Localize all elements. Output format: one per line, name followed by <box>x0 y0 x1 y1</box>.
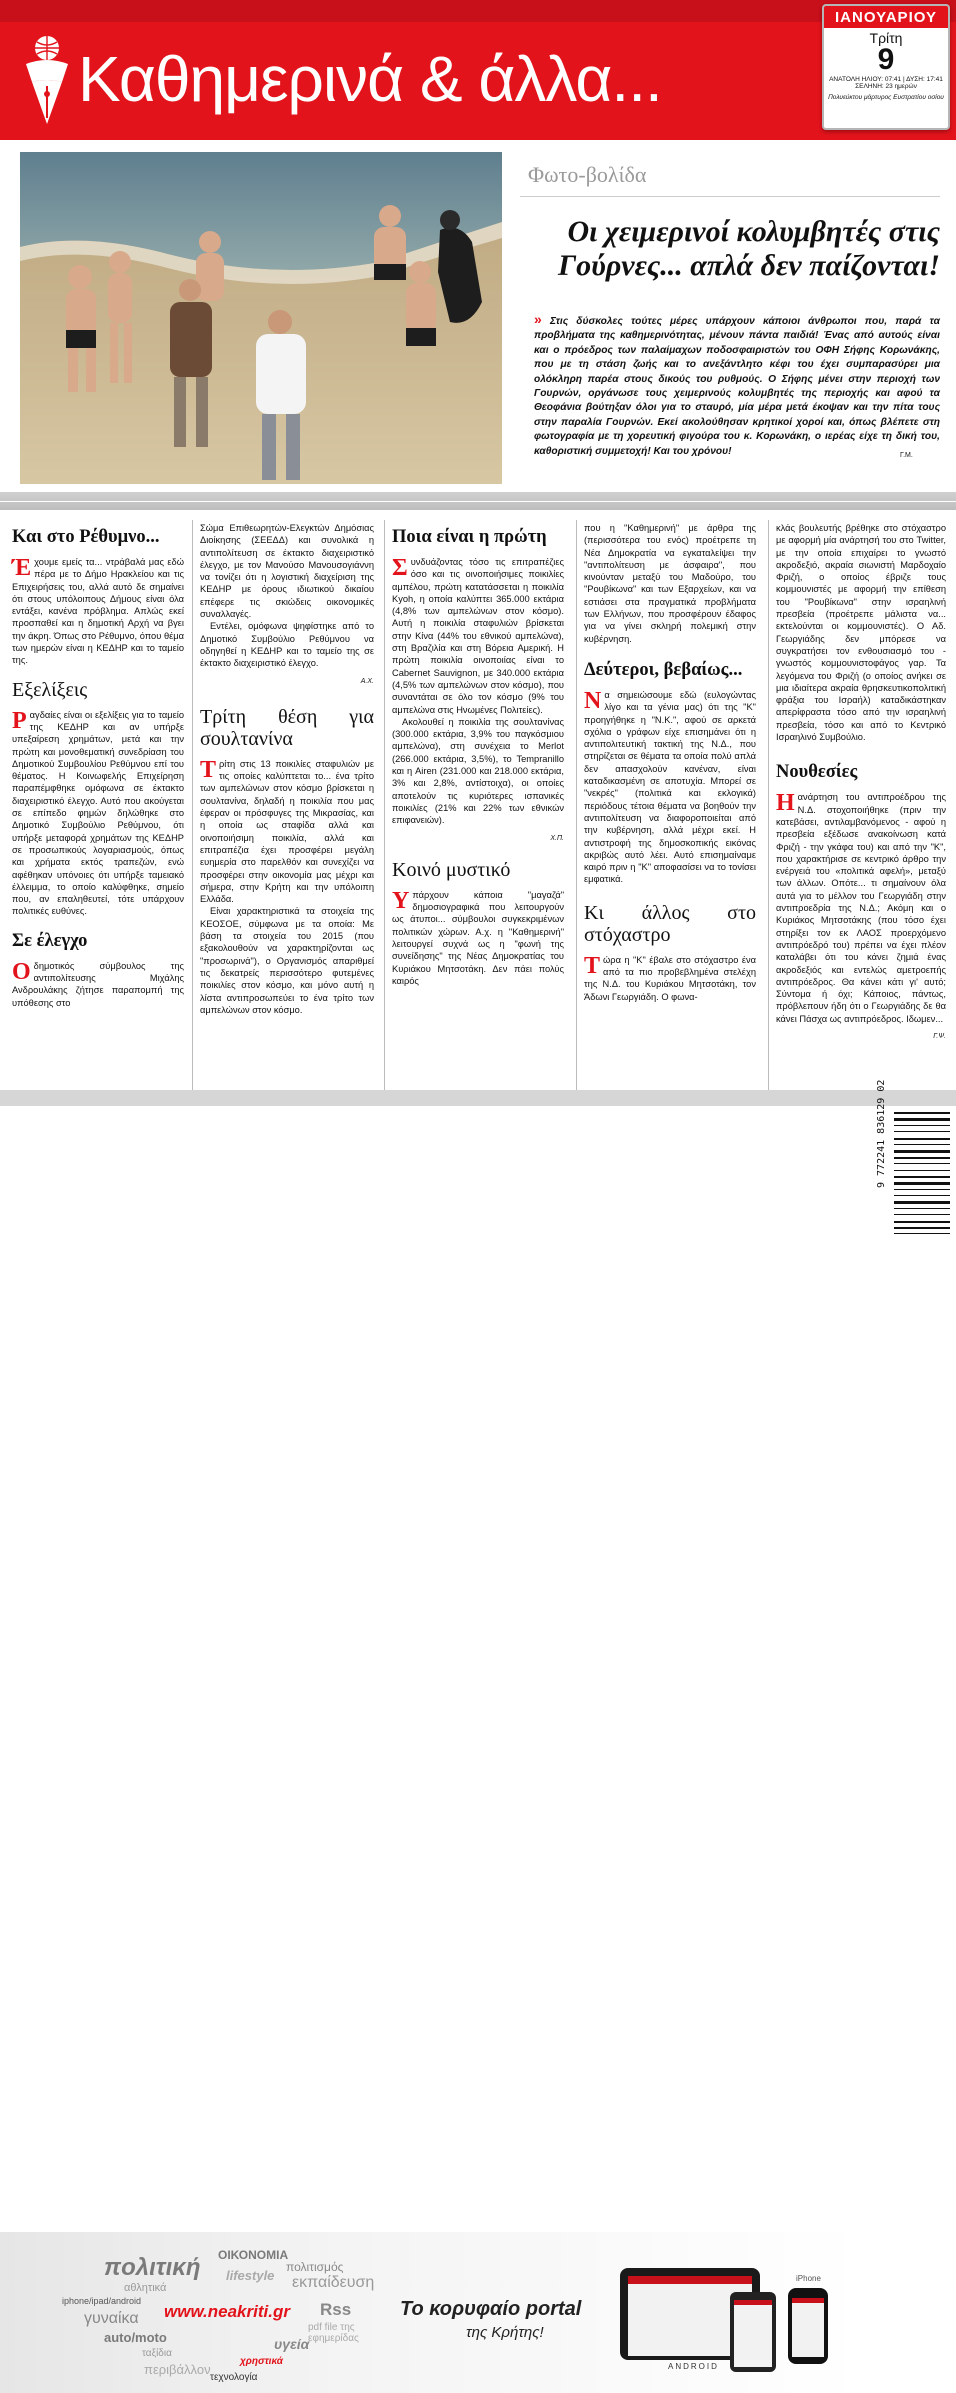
section-kicker: Φωτο-βολίδα <box>528 162 647 187</box>
article-heading: Εξελίξεις <box>12 678 88 701</box>
feature-byline: Γ.Μ. <box>900 452 913 459</box>
section-divider-highlight <box>0 501 956 502</box>
ad-url-link[interactable]: www.neakriti.gr <box>164 2302 290 2321</box>
feature-headline: Οι χειμερινοί κολυμβητές στις Γούρνες... απλά δεν παίζονται! <box>558 215 940 282</box>
drop-cap: Τ <box>584 952 601 979</box>
paragraph-text: ώρα η "Κ" έβαλε στο στόχαστρο ένα από τα πιο προβεβλημένα στελέχη της Ν.Δ. του Κυριάκου Μητσοτάκη, τον Άδωνι Γεωργιάδη. Ο φωνα- <box>584 954 756 1002</box>
masthead-title: Καθημερινά & άλλα... <box>78 43 662 115</box>
kicker-divider <box>520 196 940 197</box>
article-paragraph: που η "Καθημερινή" με άρθρα της (περισσότερα του ενός) προέτρεπε τη Νέα Δημοκρατία να εγκαταλείψει την "αντιπολίτευση με άσφαιρα", που κινούνταν μεταξύ του Μαδούρο, του "Ρουβίκωνα" και των Εξαρχείων, και να εστιάσει στα πραγματικά προβλήματα των Ελλήνων, που προσφέρουν έδαφος για να γίνει σκληρή πολεμική στην κυβέρνηση. <box>584 523 756 644</box>
ad-tag: ταξίδια <box>142 2348 172 2359</box>
paragraph-text: α σημειώσουμε εδώ (ευλογώντας λίγο και τα γένια μας) ότι της "Κ" προηγήθηκε η "Ν.Κ.", αφού σε αρκετά σχόλια ο γράφων είχε επισημάνει ότι η αντιπολιτευτική τακτική της Ν.Δ., που στηρίζεται σε θέματα τα οποία πολύ απλά δεν απασχολούν κανέναν, είναι καταδικασμένη σε αποτυχία. Μπορεί σε "νεκρές" (πολιτικά και εκλογικά) περιόδους τέτοια θέματα να βοηθούν την αντιπολίτευση να διαφοροποιείται από την κυβέρνηση, αλλά μέχρι εκεί. Η αντιστροφή της δημοσκοπικής εικόνας ακριβώς αυτό λέει. Αυτό επισημαίναμε καιρό πριν η "Κ" αποφασίσει να το τονίσει εμφατικά. <box>584 689 756 885</box>
article-paragraph <box>392 556 564 716</box>
ad-tag: pdf file της εφημερίδας <box>308 2322 359 2344</box>
column-rule <box>768 520 769 1090</box>
article-paragraph: Σώμα Επιθεωρητών-Ελεγκτών Δημόσιας Διοίκησης (ΣΕΕΔΔ) και συνολικά η αντιπολίτευση σε έκτακτο διαχειριστικό έλεγχο, με τον Μανούσο Μανουσογιάννη να τονίζει ότι η λογιστική διαχείριση της ΚΕΔΗΡ με όρους ιδιωτικού δικαίου επέφερε τις σκιώδεις οικονομικές συναλλαγές. <box>200 523 374 620</box>
paragraph-text: δημοτικός σύμβουλος της αντιπολίτευσης Μιχάλης Ανδρουλάκης ζήτησε παραπομπή της υπόθεσης στο <box>12 960 184 1008</box>
column-4 <box>584 522 756 1003</box>
article-paragraph: Ακολουθεί η ποικιλία της σουλτανίνας (300.000 εκτάρια, 3,9% του παγκόσμιου αμπελώνα), στη συνέχεια το Merlot (266.000 εκτάρια, 3,5%), το Tempranillo και η Airen (231.000 και 218.000 εκτάρια, 3% και 2,8%, αντίστοιχα), οι οποίες αποτελούν τις κυριότερες ισπανικές ποικιλίες (21% και 22% των εθνικών επιφανειών). <box>392 716 564 826</box>
device-label: ANDROID <box>668 2362 719 2371</box>
drop-cap: Ο <box>12 958 31 985</box>
advert-neakriti[interactable] <box>0 1108 956 2383</box>
paragraph-text: αγδαίες είναι οι εξελίξεις για το ταμείο της ΚΕΔΗΡ και αν υπήρξε υπεξαίρεση χρημάτων, μετά και την πρώτη και μονοθεματική συνεδρίαση του Δημοτικού Συμβουλίου Ρεθύμνου επί του θέματος. Η Κοινωφελής Επιχείρηση παραπέμφθηκε ομόφωνα σε έκτακτο διαχειριστικό έλεγχο. Αυτό που ακούγεται σε επίπεδο φημών δηλώθηκε στο Δημοτικό Συμβούλιο Ρεθύμνου, ότι υπήρξε μεταφορά χρημάτων της ΚΕΔΗΡ σε προσωπικούς λογαριασμούς, όπως και χρήματα εκτός τραπεζών, ενώ αφέθηκαν υπόνοιες ότι υπήρξε ταμειακό έλλειμμα, το οποίο καλύφθηκε, σημείο που, αν επαληθευτεί, τότε υπάρχουν πολιτικές ευθύνες. <box>12 709 184 917</box>
date-box <box>822 4 950 130</box>
article-signature: Χ.Π. <box>550 834 564 842</box>
article-paragraph: Εντέλει, ομόφωνα ψηφίστηκε από το Δημοτικό Συμβούλιο Ρεθύμνου να οδηγηθεί η ΚΕΔΗΡ και το ταμείο της σε έκτακτο διαχειριστικό έλεγχο. <box>200 621 374 669</box>
drop-cap: Υ <box>392 887 410 914</box>
date-month: ΙΑΝΟΥΑΡΙΟΥ <box>824 6 948 28</box>
double-chevron-icon: » <box>534 311 542 327</box>
article-heading: Κοινό μυστικό <box>392 858 511 881</box>
ad-tag: ΟΙΚΟΝΟΜΙΑ <box>218 2248 289 2262</box>
article-heading: Τρίτη θέση για σουλτανίνα <box>200 705 374 750</box>
paragraph-text: ρίτη στις 13 ποικιλίες σταφυλιών με τις οποίες καλύπτεται το... ένα τρίτο των αμπελώνων στον κόσμο βρίσκεται η σουλτανίνα, δηλαδή η ποικιλία που μας έφεραν οι πρόσφυγες της Μικρασίας, και η οποία ως σταφίδα αλλά και οινοποιήσιμη ποικιλία, αλλά και επιτραπέζια έχει προσφέρει μεγάλη ευημερία στο παρελθόν και συνεχίζει να προσφέρει στην οικονομία μας μέχρι και σήμερα, στην Κρήτη και την υπόλοιπη Ελλάδα. <box>200 758 374 905</box>
barcode-digits: 9 772241 836129 02 <box>876 1079 887 1188</box>
footer-divider <box>0 1090 956 1106</box>
drop-cap: Τ <box>200 756 217 783</box>
article-heading: Νουθεσίες <box>776 762 858 783</box>
column-2 <box>200 522 374 1016</box>
ad-slogan: Το κορυφαίο portal <box>400 2298 582 2320</box>
ad-tag: περιβάλλον <box>144 2362 211 2377</box>
ad-slogan-sub: της Κρήτης! <box>466 2324 544 2341</box>
barcode <box>870 1079 954 1285</box>
article-heading: Δεύτεροι, βεβαίως... <box>584 659 743 680</box>
saints-of-day: Πολυεύκτου μάρτυρος Ευστρατίου οσίου <box>828 94 944 101</box>
article-heading: Σε έλεγχο <box>12 930 88 951</box>
article-signature: Γ.Ψ. <box>933 1032 946 1040</box>
article-paragraph <box>584 954 756 1003</box>
ad-tag: auto/moto <box>104 2330 167 2345</box>
moon-age: ΣΕΛΗΝΗ: 23 ημερών <box>855 83 917 90</box>
feature-lede-text: Στις δύσκολες τούτες μέρες υπάρχουν κάποιοι άνθρωποι που, παρά τα προβλήματα της καθημερινότητας, μένουν πάντα παιδιά! Ένας από αυτούς είναι και ο πρόεδρος των παλαίμαχων ποδοσφαιριστών του ΟΦΗ Σήφης Κορωνάκης, που με τη στάση ζωής και το ανεξάντλητο κέφι του έχει συμπαρασύρει μια ολόκληρη παρέα στους δικούς του ρυθμούς. Ο Σήφης μένει στην περιοχή των Γουρνών, οργάνωσε τους χειμερινούς κολυμβητές της περιοχής και αφού τα Θεοφάνια βούτηξαν όλοι για το σταυρό, μία μέρα μετά έκοψαν και την πίτα τους στην παραλία Γουρνών. Εκεί ακολούθησαν κρητικοί χοροί και, όπως βλέπετε στη φωτογραφία με τη χορευτική φιγούρα του κ. Κορωνάκη, ο ιερέας είχε τη δική του, καθοριστική συμμετοχή! Και του χρόνου! <box>534 316 940 457</box>
ad-tag: πολιτική <box>104 2254 201 2281</box>
article-signature: Α.Χ. <box>360 677 374 685</box>
iphone-device-icon <box>788 2288 828 2364</box>
ad-tag: αθλητικά <box>124 2282 167 2294</box>
column-3 <box>392 522 564 987</box>
ad-tag: τεχνολογία <box>210 2372 258 2383</box>
ad-tag: εκπαίδευση <box>292 2274 375 2291</box>
ad-tag: υγεία <box>274 2336 310 2352</box>
article-paragraph <box>12 709 184 918</box>
feature-lede <box>534 312 940 459</box>
article-paragraph <box>200 758 374 906</box>
article-paragraph: κλάς βουλευτής βρέθηκε στο στόχαστρο με αφορμή μία ανάρτησή του στο Twitter, με την οποία επιχαίρει το γνωστό ακροδεξιό, ακραία σιωνιστή Μαρδοχαίο Φριζή, ο οποίος έβριζε τους κομμουνιστές με αφορμή την επίθεση του "Ρουβίκωνα" στην ισραηλινή πρεσβεία (προέτρεπε μάλιστα να... εκτελούνται οι κομμουνιστές). Ο Αδ. Γεωργιάδης δεν μπόρεσε να συγκρατήσει τον ενθουσιασμό του - γνωστός κομμουνιστοφάγος γαρ. Τα λεγόμενα του Φριζή (ο οποίος ανήκει σε μια ιδιαίτερα ακραία θρησκευτικοπολιτική φράξια του Ισραήλ) καταδικάστηκαν απερίφραστα τόσο από την ισραηλινή πρεσβεία, τόσο και από το Κεντρικό Ισραηλινό Συμβούλιο. <box>776 523 946 743</box>
beach-dancers-photo-icon <box>20 152 502 484</box>
column-rule <box>192 520 193 1090</box>
article-paragraph <box>12 556 184 667</box>
paragraph-text: χουμε εμείς τα... ντράβαλά μας εδώ πέρα με το Δήμο Ηρακλείου και τις Επιχειρήσεις του, αλλά αυτό δε σημαίνει ότι στους υπόλοιπους Δήμους είναι όλα εντάξει, κανένα πρόβλημα. Απλώς εκεί προσπαθεί και η δημοτική Αρχή να βγει την άκρη. Όπως στο Ρέθυμνο, όπου θέμα των ημερών είναι η ΚΕΔΗΡ και το ταμείο της. <box>12 557 184 666</box>
ad-tag: lifestyle <box>226 2268 275 2283</box>
article-heading: Ποια είναι η πρώτη <box>392 527 547 547</box>
drop-cap: Ν <box>584 687 602 714</box>
article-paragraph: Είναι χαρακτηριστικά τα στοιχεία της ΚΕΟΣΟΕ, σύμφωνα με τα οποία: Με βάση τα στοιχεία του 2015 (που εξακολουθούν να χαρακτηρίζονται ως "προσωρινά"), ο Οργανισμός απαριθμεί τις δεκατρείς περισσότερο φυτεμένες ποικιλίες στον κόσμο, και μόνο αυτή η λίστα αντιπροσωπεύει το ένα τρίτο των αμπελώνων στον κόσμο. <box>200 906 374 1015</box>
ad-tag: χρηστικά <box>240 2356 283 2367</box>
feature-photo <box>20 152 502 484</box>
column-5 <box>776 522 946 1043</box>
article-paragraph <box>392 889 564 987</box>
paragraph-text: πάρχουν κάποια "μαγαζά" δημοσιογραφικά που λειτουργούν ως άτυποι... σύμβουλοι συγκεκριμένων πολιτικών χώρων. Α.χ. η "Καθημερινή" λειτουργεί συχνά ως η "φωνή της συνείδησης" της Νέας Δημοκρατίας του Κυριάκου Μητσοτάκη. Δεν πάει πολύς καιρός <box>392 889 564 986</box>
ad-tag: Rss <box>320 2300 352 2319</box>
drop-cap: Έ <box>12 555 32 581</box>
ad-tag: γυναίκα <box>84 2310 139 2327</box>
drop-cap: Η <box>776 790 795 817</box>
column-rule <box>576 520 577 1090</box>
date-weekday: Τρίτη <box>869 30 903 46</box>
paragraph-text: υνδυάζοντας τόσο τις επιτραπέζιες όσο και τις οινοποιήσιμες ποικιλίες αμπέλου, πρώτη κατατάσσεται η ποικιλία Kyoh, η οποία καλύπτει 365.000 εκτάρια (4,8% των αμπελώνων στον κόσμο). Αυτή η ποικιλία σταφυλιών βρίσκεται στην Κίνα (44% του εθνικού αμπελώνα), στη Βραζιλία και στη Βόρεια Αμερική. Η πρώτη ποικιλία οινοποιίας είναι το Cabernet Sauvignon, με 340.000 εκτάρια (4,5% των αμπελώνων στον κόσμο), που συναντάται σε όλο τον κόσμο (9% του αμπελώνα στις Ηνωμένες Πολιτείες). <box>392 557 564 715</box>
article-heading: Και στο Ρέθυμνο... <box>12 527 160 547</box>
sun-times: ΑΝΑΤΟΛΗ ΗΛΙΟΥ: 07:41 | ΔΥΣΗ: 17:41 <box>829 76 943 83</box>
masthead-top-strip <box>0 0 956 22</box>
smartphone-device-icon <box>730 2292 776 2372</box>
ad-tag: πολιτισμός <box>286 2260 344 2274</box>
date-day: 9 <box>877 43 895 76</box>
pen-globe-logo-icon <box>18 34 76 126</box>
article-paragraph <box>12 960 184 1009</box>
ad-tag: iphone/ipad/android <box>62 2296 142 2306</box>
article-paragraph <box>584 689 756 886</box>
article-paragraph <box>776 791 946 1025</box>
article-heading: Κι άλλος στο στόχαστρο <box>584 901 756 946</box>
column-rule <box>384 520 385 1090</box>
drop-cap: Σ <box>392 555 408 581</box>
column-1 <box>12 522 184 1009</box>
device-label: iPhone <box>796 2274 821 2283</box>
drop-cap: Ρ <box>12 707 27 734</box>
paragraph-text: ανάρτηση του αντιπροέδρου της Ν.Δ. στοχοποιήθηκε (πριν την κατεβάσει, αντιλαμβανόμενος - αφού η πρεσβεία εξέδωσε ανακοίνωση κατά Φριζή - την γκάφα του) και από την "Κ", που χαρακτήρισε σε κεντρικό άρθρο την ενέργειά του «πολιτικά αφελή», μεταξύ των άλλων. Οπότε... τι σημαίνουν όλα αυτά για το μέλλον του Γεωργιάδη στην αντιπροεδρία της Ν.Δ.; Ακόμη και ο Κυριάκος Μητσοτάκης (που τόσο έχει στηρίξει τον εκ ΛΑΟΣ προερχόμενο αντιπρόεδρό του) πρέπει να έχει πλέον καταλάβει ότι του κάνει ζημιά ένας ακροδεξιός και εντελώς αμετροεπής αντιπρόεδρος. Θα κάνει κάτι γι' αυτό; Σύντομα ή όχι; Κάποιος, πάντως, πρόβλεπουν ήδη ότι ο Γεωργιάδης δε θα κάνει Πάσχα ως αντιπρόεδρος. Ιδωμεν... <box>776 792 946 1024</box>
